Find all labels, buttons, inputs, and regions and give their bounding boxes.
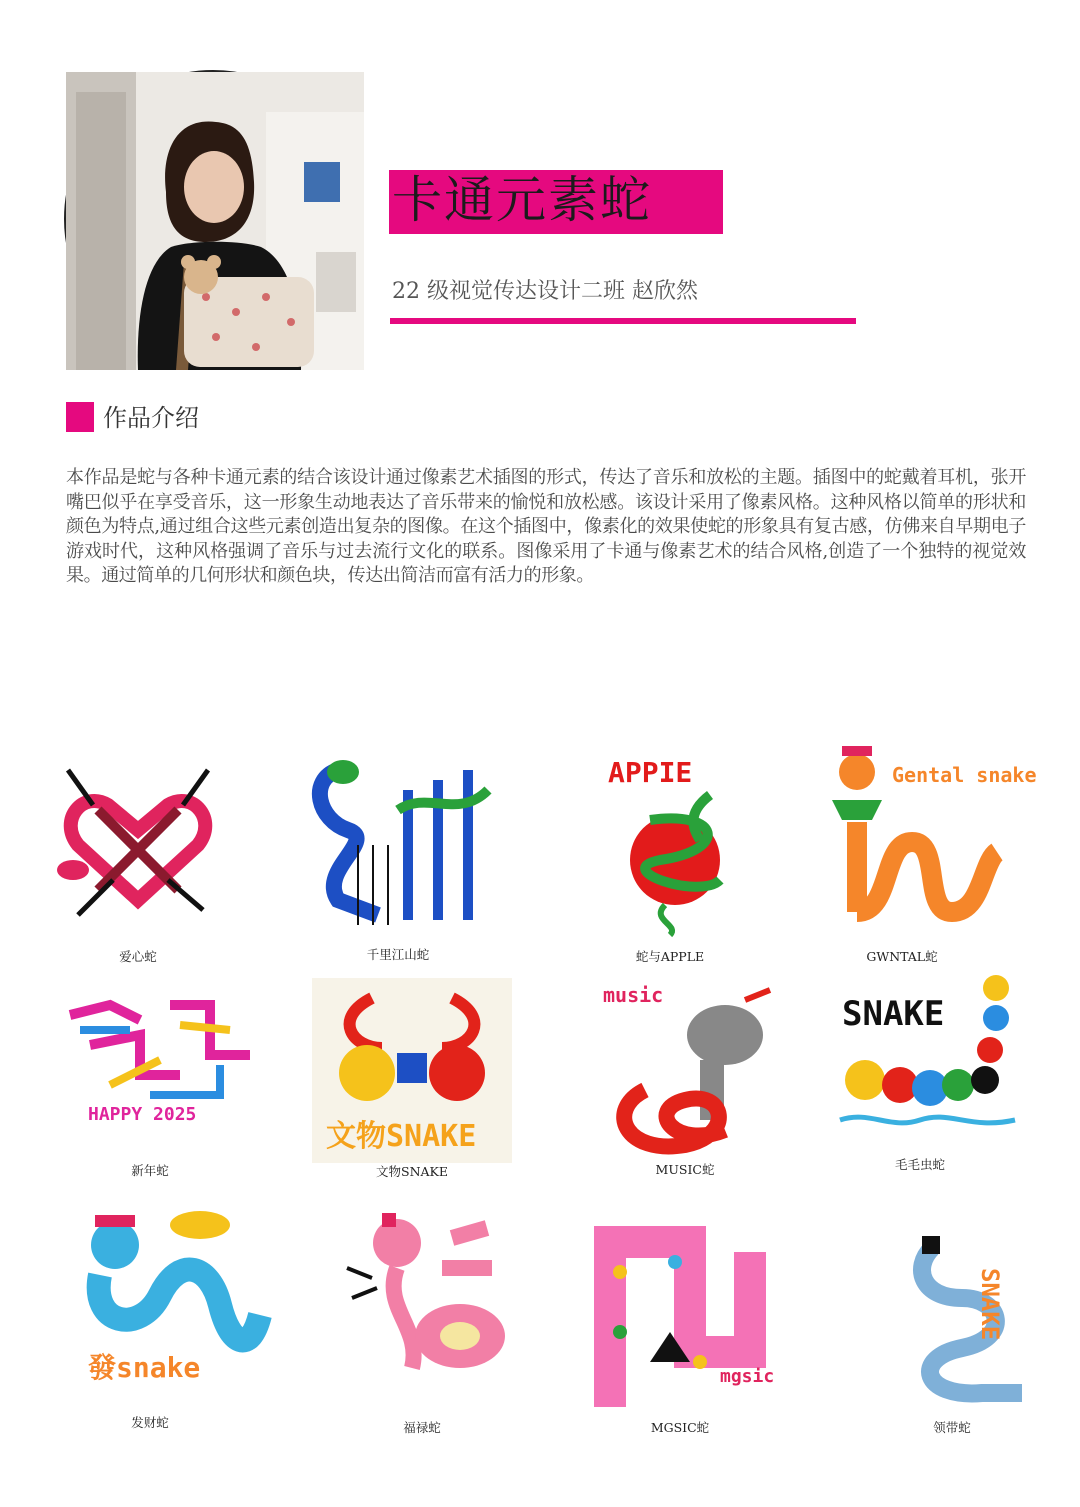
work-art-text: music [603, 983, 664, 1007]
work-caption: MUSIC蛇 [655, 1162, 715, 1177]
section-title: 作品介绍 [103, 404, 199, 432]
work-blessing-snake [302, 1208, 542, 1433]
work-caption: 发财蛇 [131, 1415, 169, 1430]
work-fortune-snake [30, 1205, 270, 1435]
work-caption: 文物SNAKE [376, 1164, 448, 1179]
work-artwork [570, 750, 770, 935]
work-music-snake [565, 980, 805, 1188]
work-caption: GWNTAL蛇 [866, 949, 938, 964]
work-caption: 毛毛虫蛇 [894, 1157, 945, 1172]
work-artwork [322, 1208, 522, 1393]
work-caption: 新年蛇 [131, 1163, 169, 1178]
work-art-text: 發snake [88, 1351, 201, 1384]
work-relic-snake [292, 978, 532, 1188]
author-photo [64, 70, 362, 368]
work-caption: 爱心蛇 [119, 949, 157, 964]
work-art-text: APPIE [608, 756, 693, 789]
work-mgsic-snake [560, 1222, 800, 1434]
work-tie-snake [832, 1228, 1072, 1434]
work-gental-snake [782, 742, 1037, 970]
work-artwork [312, 978, 512, 1163]
work-caterpillar-snake [800, 970, 1040, 1180]
work-caption: MGSIC蛇 [650, 1420, 710, 1435]
work-apple-snake [550, 750, 790, 970]
intro-paragraph: 本作品是蛇与各种卡通元素的结合该设计通过像素艺术插图的形式，传达了音乐和放松的主题。插图中的蛇戴着耳机，张开嘴巴似乎在享受音乐，这一形象生动地表达了音乐带来的愉悦和放松感。该设计采用了像素风格。这种风格以简单的形状和颜色为特点,通过组合这些元素创造出复杂的图像。在这个插图中，像素化的效果使蛇的形象具有复古感，仿佛来自早期电子游戏时代，这种风格强调了音乐与过去流行文化的联系。图像采用了卡通与像素艺术的结合风格,创造了一个独特的视觉效果。通过简单的几何形状和颜色块，传达出简洁而富有活力的形象。 [66, 467, 1026, 586]
author-subtitle: 22 级视觉传达设计二班 赵欣然 [392, 279, 698, 304]
work-caption: 蛇与APPLE [635, 949, 705, 964]
page-title: 卡通元素蛇 [392, 171, 652, 229]
work-artwork [50, 985, 250, 1170]
work-art-text: SNAKE [842, 994, 945, 1034]
work-artwork [580, 1222, 780, 1407]
subtitle-underline [390, 318, 856, 324]
work-artwork [50, 1205, 250, 1390]
work-artwork [852, 1228, 1052, 1413]
work-artwork [820, 970, 1020, 1155]
work-art-text: mgsic [720, 1366, 775, 1387]
work-caption: 领带蛇 [933, 1420, 971, 1435]
work-art-text: 文物SNAKE [326, 1119, 477, 1154]
work-caption: 千里江山蛇 [366, 947, 430, 962]
work-art-text: Gental snake [892, 763, 1037, 787]
work-artwork [38, 750, 238, 935]
work-love-snake [18, 750, 258, 970]
work-art-text: HAPPY 2025 [88, 1104, 197, 1125]
section-marker [66, 402, 94, 432]
work-artwork [585, 980, 785, 1165]
work-caption: 福禄蛇 [403, 1420, 441, 1435]
work-art-text: SNAKE [976, 1268, 1004, 1341]
work-landscape-snake [278, 750, 518, 968]
work-artwork [802, 742, 1037, 927]
work-newyear-snake [30, 985, 270, 1185]
work-artwork [298, 750, 498, 935]
